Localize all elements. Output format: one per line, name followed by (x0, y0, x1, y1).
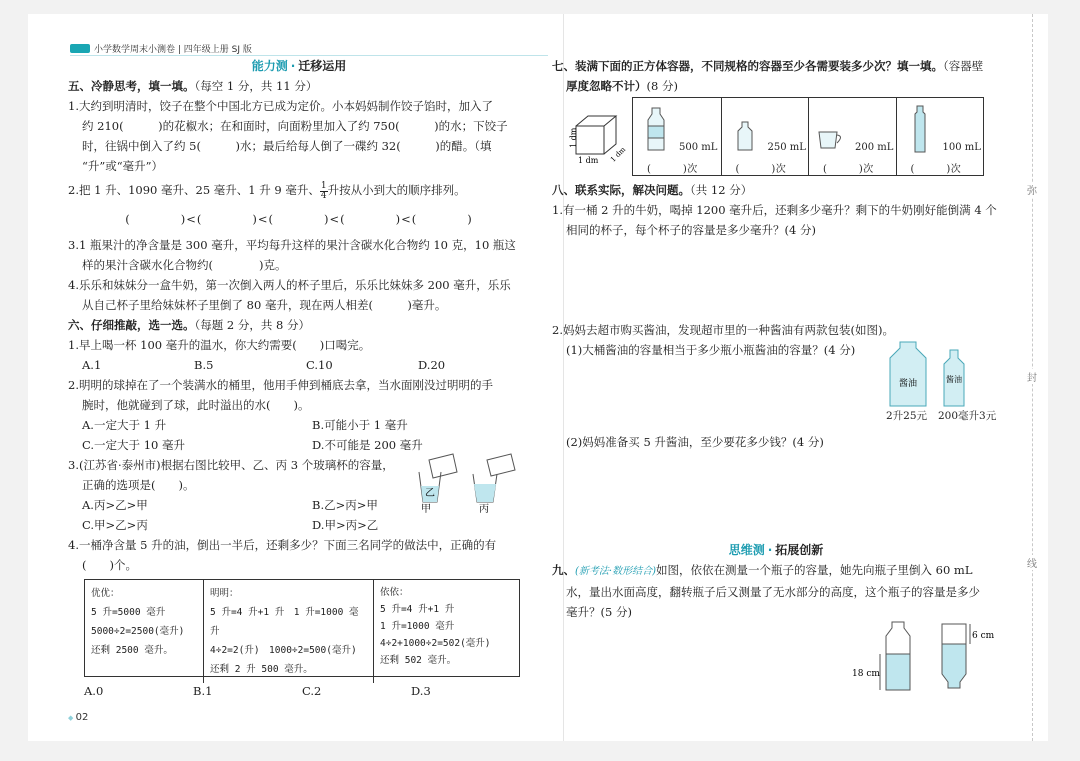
binding-label: 封 (1027, 369, 1037, 384)
binding-label: 线 (1027, 555, 1037, 570)
svg-text:18 cm: 18 cm (852, 669, 880, 679)
container-200ml: 200 mL ( )次 (808, 98, 896, 175)
mc-question-2: 2.明明的球掉在了一个装满水的桶里，他用手伸到桶底去拿，当水面刚没过明明的手 腕时，他就碰到了球，此时溢出的水( )。 (68, 377, 493, 412)
question-5-2: 2.把 1 升、1090 毫升、25 毫升、1 升 9 毫升、 $\frac{1}{4}$ 升按从小到大的顺序排列。 (68, 180, 466, 201)
mc-question-3: 3.(江苏省·泰州市)根据右图比较甲、乙、丙 3 个玻璃杯的容量， 正确的选项是( )。 (68, 457, 394, 492)
cup-jia-tilted-icon (429, 454, 457, 478)
header-text: 小学数学周末小测卷 | 四年级上册 SJ 版 (94, 45, 252, 55)
method-yiyi: 依依： 5 升=4 升+1 升 1 升=1000 毫升 4÷2+1000÷2=502(毫升) 还剩 502 毫升。 (373, 580, 521, 683)
page-number: ◆ 02 (68, 712, 88, 723)
part-7-heading: 七、装满下面的正方体容器，不同规格的容器至少各需要装多少次？填一填。（容器壁 (552, 59, 984, 73)
question-5-3: 3.1 瓶果汁的净含量是 300 毫升，平均每升这样的果汁含碳水化合物约 10 克，10 瓶这 样的果汁含碳水化合物约( )克。 (68, 237, 516, 272)
section-title: 思维测 · 拓展创新 (728, 543, 824, 557)
mc-question-1: 1.早上喝一杯 100 毫升的温水，你大约需要( )口喝完。 (68, 337, 371, 352)
right-column (552, 56, 1000, 96)
mc-question-4: 4.一桶净含量 5 升的油，倒出一半后，还剩多少？下面三名同学的做法中，正确的有 ( )个。 (68, 537, 497, 572)
container-250ml: 250 mL ( )次 (721, 98, 809, 175)
water-bottle-icon (645, 106, 667, 152)
method-youyou: 优优： 5 升=5000 毫升 5000÷2=2500(毫升) 还剩 2500 毫升。 (91, 588, 185, 656)
cup-tilted-icon (487, 454, 515, 476)
containers-table (632, 97, 984, 176)
svg-text:1 dm: 1 dm (609, 145, 628, 164)
cup-icon (817, 128, 845, 152)
part-5-heading: 五、冷静思考，填一填。（每空 1 分，共 11 分） (68, 79, 318, 93)
mc-options-1: A.1 B.5 C.10 D.20 (82, 357, 446, 372)
container-100ml: 100 mL ( )次 (896, 98, 984, 175)
part-8-heading: 八、联系实际，解决问题。（共 12 分） (552, 183, 753, 197)
fraction: $\frac{1}{4}$ (320, 180, 327, 201)
part-7-heading-cont: 厚度忽略不计）(8 分) (566, 79, 678, 93)
cube-figure (566, 112, 630, 164)
right-column-bottom (552, 540, 1000, 622)
bottle-measure-figure (850, 620, 1000, 692)
ordering-blanks: ( )<( )<( )<( )<( ) (125, 211, 473, 226)
cup-label: 乙 (425, 488, 435, 499)
question-5-4: 4.乐乐和妹妹分一盒牛奶，第一次倒入两人的杯子里后，乐乐比妹妹多 200 毫升，乐乐 从自己杯子里给妹妹杯子里倒了 80 毫升，现在两人相差( )毫升。 (68, 277, 511, 312)
svg-text:酱油: 酱油 (898, 379, 918, 389)
cup-label: 甲 (421, 504, 431, 515)
mc-options-2: A.一定大于 1 升 B.可能小于 1 毫升 C.一定大于 10 毫升 D.不可能是 200 毫升 (82, 417, 423, 452)
problem-8-2: 2.妈妈去超市购买酱油，发现超市里的一种酱油有两款包装(如图)。 (552, 323, 894, 337)
mc-options-3: A.丙>乙>甲 B.乙>丙>甲 C.甲>乙>丙 D.甲>丙>乙 (82, 497, 379, 532)
svg-text:6 cm: 6 cm (972, 631, 995, 641)
part-6-heading: 六、仔细推敲，选一选。（每题 2 分，共 8 分） (68, 317, 311, 332)
cup-label: 丙 (479, 504, 489, 515)
mc-options-4: A.0 B.1 C.2 D.3 (84, 684, 431, 698)
problem-8-2-2: (2)妈妈准备买 5 升酱油，至少要花多少钱？(4 分) (566, 435, 824, 449)
problem-8-1: 1.有一桶 2 升的牛奶，喝掉 1200 毫升后，还剩多少毫升？剩下的牛奶刚好能倒满 4 个 相同的杯子，每个杯子的容量是多少毫升？(4 分) (552, 203, 997, 237)
section-title: 能力测 · 迁移运用 (251, 59, 347, 73)
soy-sauce-figure (882, 340, 992, 412)
question-5-1: 1.大约到明清时，饺子在整个中国北方已成为定价。小本妈妈制作饺子馅时，加入了 约 210( )的花椒水；在和面时，向面粉里加入了约 750( )的水；下饺子 时，往锅中倒入了约 5( )水；最后给每人倒了一碟约 32( )的醋。（填 “升”或“毫升”） (68, 99, 508, 173)
svg-text:1 dm: 1 dm (578, 156, 599, 164)
glass-cups-figure (415, 450, 525, 520)
small-bottle-price: 200毫升3元 (938, 410, 997, 422)
big-bottle-price: 2升25元 (886, 410, 928, 422)
method-mingming: 明明： 5 升=4 升+1 升 1 升=1000 毫升 4÷2=2(升) 1000÷2=500(毫升) 还剩 2 升 500 毫升。 (203, 580, 373, 683)
svg-text:1 dm: 1 dm (569, 127, 578, 148)
problem-8-2-1: (1)大桶酱油的容量相当于多少瓶小瓶酱油的容量？(4 分) (566, 343, 856, 357)
student-methods-table (84, 579, 520, 677)
problem-9: 九、(新考法·数形结合)如图，依依在测量一个瓶子的容量，她先向瓶子里倒入 60 mL 水，量出水面高度，翻转瓶子后又测量了无水部分的高度，这个瓶子的容量是多少 毫升？(5 分) (552, 563, 980, 619)
publisher-logo (70, 44, 90, 53)
binding-label: 弥 (1027, 182, 1037, 197)
tube-bottle-icon (913, 104, 927, 154)
container-500ml: 500 mL ( )次 (633, 98, 721, 175)
small-bottle-icon (736, 120, 754, 152)
big-soy-bottle-icon (890, 342, 926, 406)
page-header (70, 42, 252, 55)
svg-text:酱油: 酱油 (946, 375, 962, 384)
